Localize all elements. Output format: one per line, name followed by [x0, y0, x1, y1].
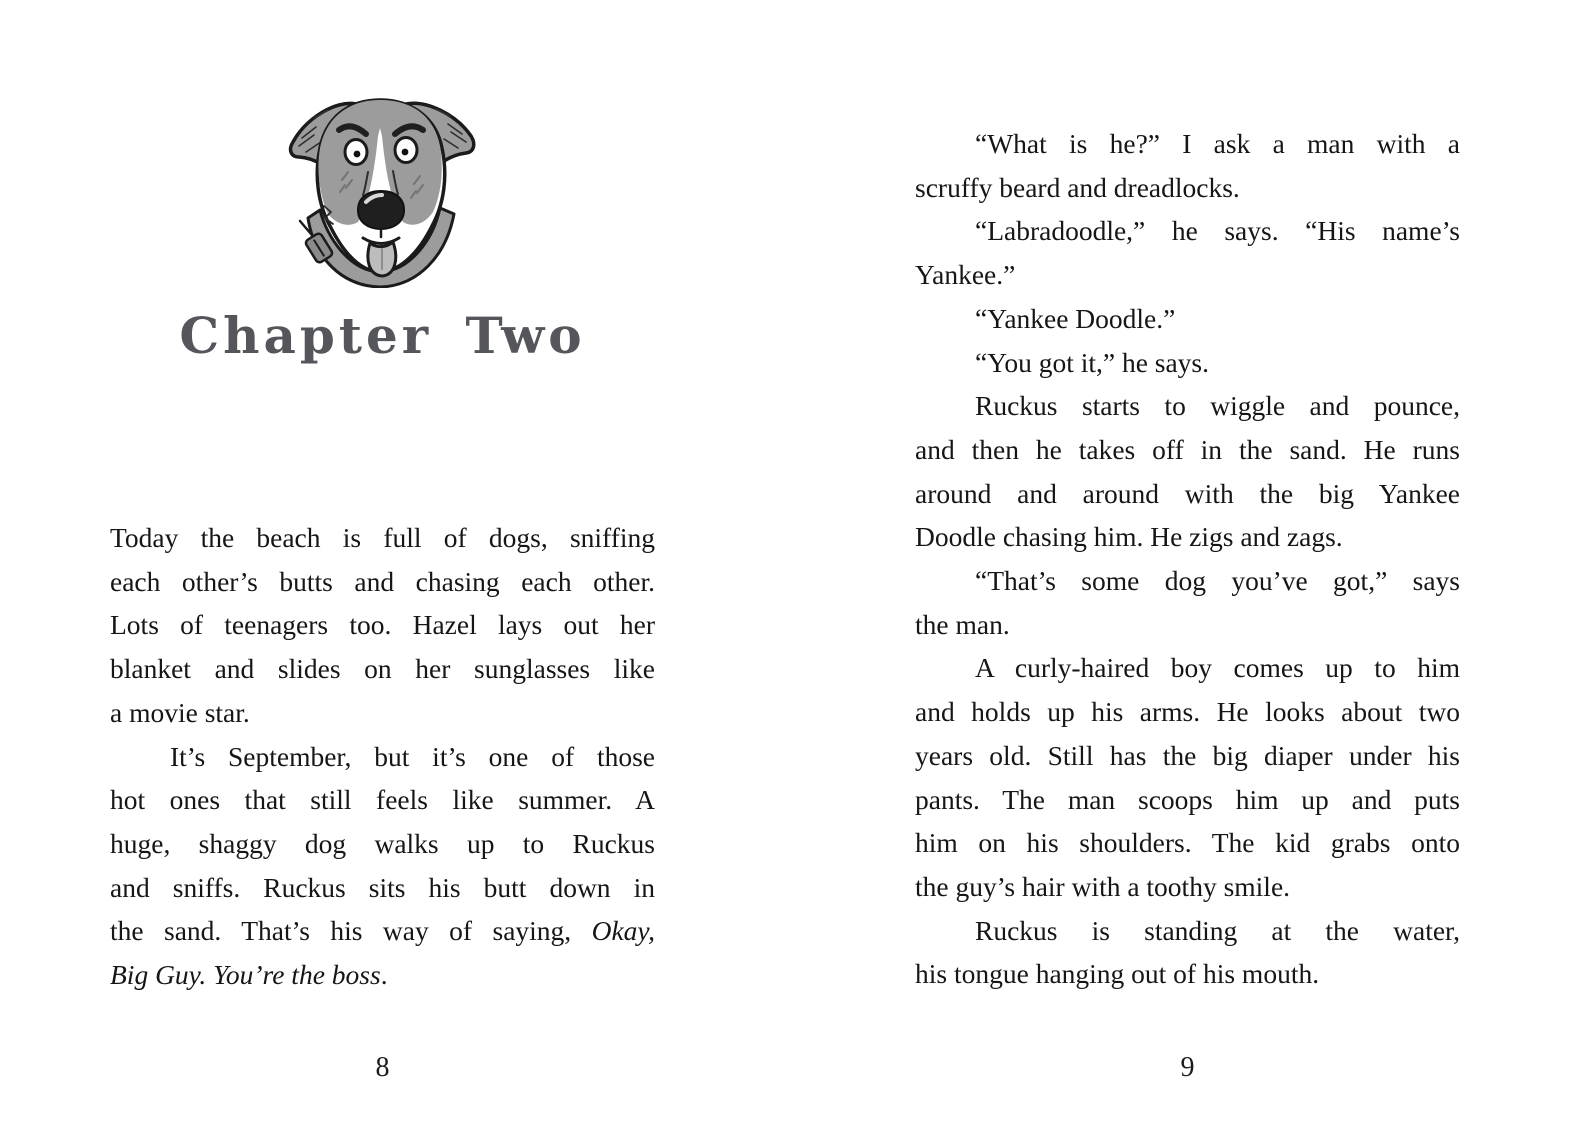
text-line: Ruckus starts to wiggle and pounce, — [975, 390, 1460, 422]
text-line: him on his shoulders. The kid grabs onto — [915, 827, 1460, 859]
body-text-left — [110, 516, 655, 997]
page-number-right: 9 — [1180, 1052, 1195, 1083]
text-line: and holds up his arms. He looks about two — [915, 696, 1460, 728]
text-line: It’s September, but it’s one of those — [170, 740, 655, 772]
page-left — [110, 0, 655, 1144]
text-line: hot ones that still feels like summer. A — [110, 784, 655, 816]
text-line: Doodle chasing him. He zigs and zags. — [915, 521, 1343, 553]
text-line: years old. Still has the big diaper under his — [915, 739, 1460, 771]
text-line: each other’s butts and chasing each other. — [110, 565, 655, 597]
text-line: Big Guy. You’re the boss. — [110, 959, 388, 991]
text-line: Ruckus is standing at the water, — [975, 914, 1460, 946]
surprised-dog-face-illustration — [278, 88, 488, 288]
text-line: Lots of teenagers too. Hazel lays out her — [110, 609, 655, 641]
text-line: huge, shaggy dog walks up to Ruckus — [110, 827, 655, 859]
text-line: and then he takes off in the sand. He runs — [915, 433, 1460, 465]
page-right — [915, 0, 1460, 1144]
text-line: a movie star. — [110, 696, 250, 728]
text-line: Today the beach is full of dogs, sniffing — [110, 522, 655, 553]
text-line: “That’s some dog you’ve got,” says — [975, 565, 1460, 597]
text-line: “What is he?” I ask a man with a — [975, 128, 1460, 159]
dog-illustration — [278, 88, 488, 293]
text-line: “Yankee Doodle.” — [975, 302, 1176, 334]
chapter-title: Chapter Two — [179, 306, 586, 365]
text-line: the guy’s hair with a toothy smile. — [915, 870, 1291, 902]
text-line: scruffy beard and dreadlocks. — [915, 171, 1240, 203]
text-line: the sand. That’s his way of saying, Okay, — [110, 915, 655, 947]
text-line: his tongue hanging out of his mouth. — [915, 958, 1320, 990]
text-line: around and around with the big Yankee — [915, 477, 1460, 509]
text-line: the man. — [915, 608, 1010, 640]
body-text-right — [915, 122, 1460, 996]
text-line: and sniffs. Ruckus sits his butt down in — [110, 871, 655, 903]
text-line: “Labradoodle,” he says. “His name’s — [975, 215, 1460, 247]
text-line: blanket and slides on her sunglasses like — [110, 653, 655, 685]
page-number-left: 8 — [375, 1052, 390, 1083]
text-line: “You got it,” he says. — [975, 346, 1210, 378]
text-line: pants. The man scoops him up and puts — [915, 783, 1460, 815]
text-line: Yankee.” — [915, 259, 1016, 291]
text-line: A curly-haired boy comes up to him — [975, 652, 1460, 684]
